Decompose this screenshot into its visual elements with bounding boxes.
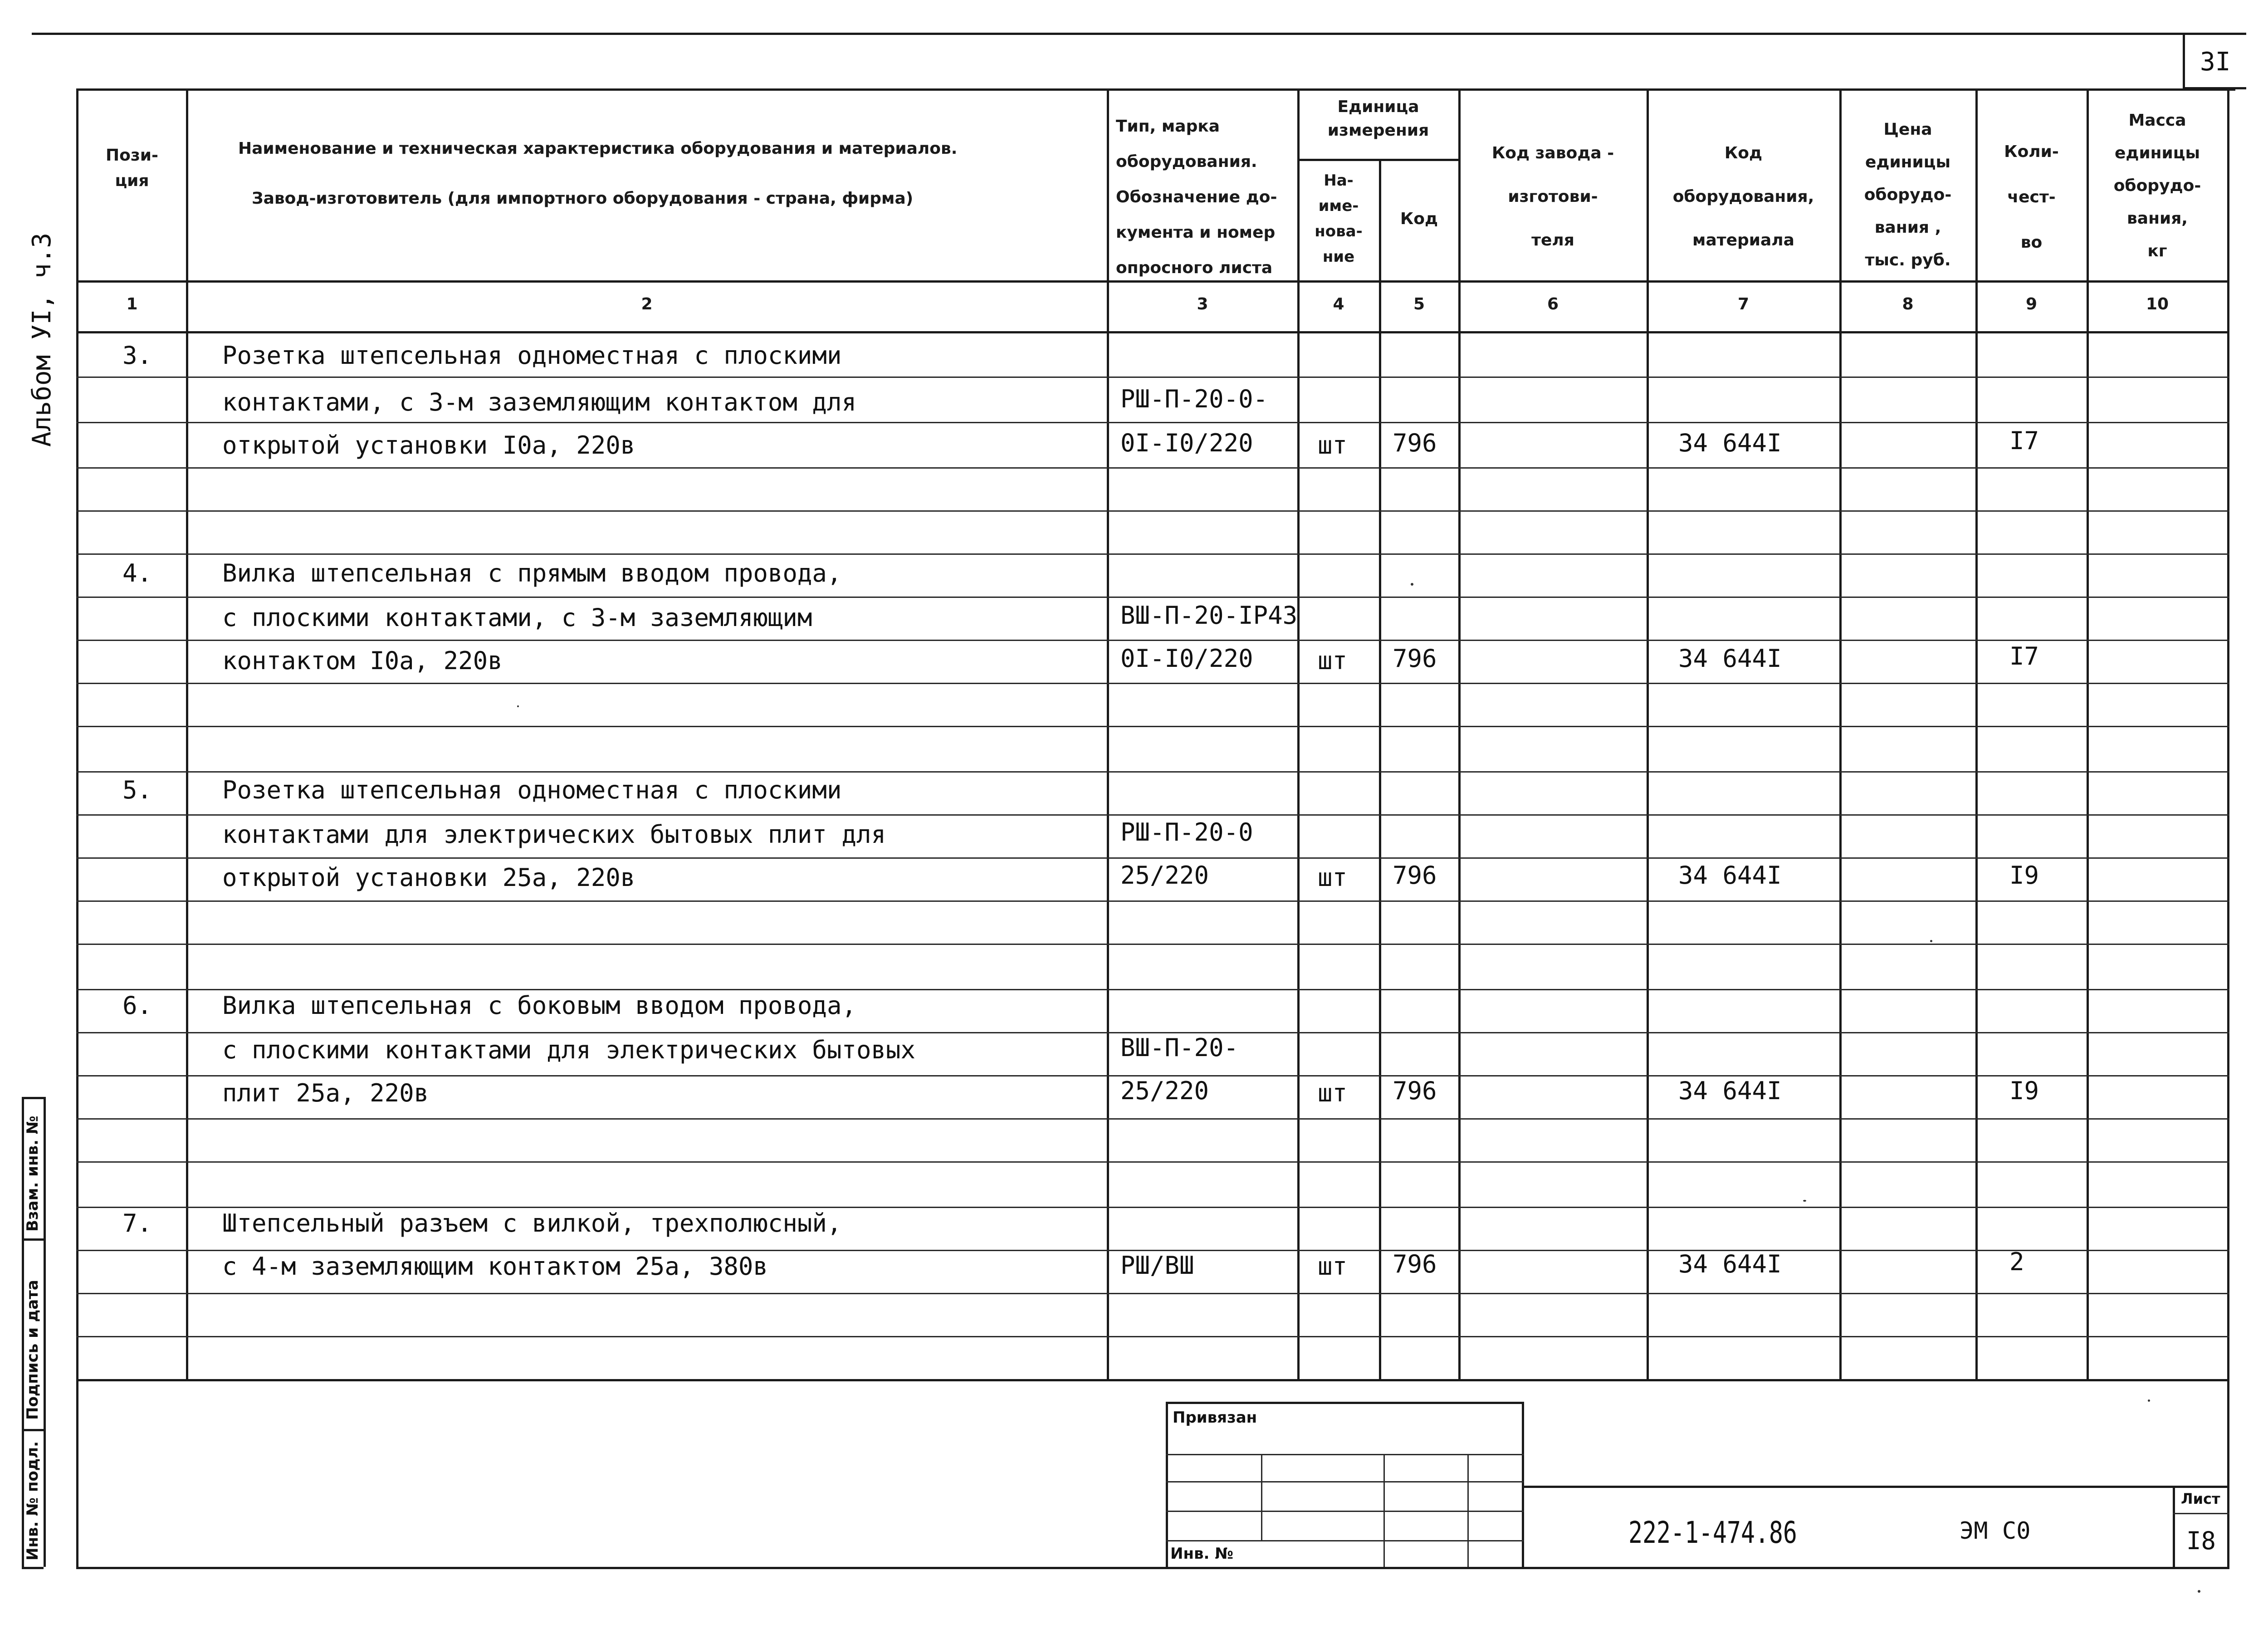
header-name-line2: Завод-изготовитель (для импортного оборудования - страна, фирма) (252, 189, 914, 208)
item-description-line: Розетка штепсельная одноместная с плоскими (222, 776, 842, 804)
col-divider-1 (186, 88, 188, 1381)
item-equipment-code: 34 644I (1678, 1250, 1782, 1278)
header-name-line1: Наименование и техническая характеристика оборудования и материалов. (238, 139, 958, 158)
item-unit-code: 796 (1393, 1250, 1437, 1278)
col-divider-2 (1107, 88, 1109, 1381)
side-stamp-signature: Подпись и дата (24, 1280, 42, 1420)
sheet-number: 3I (2200, 47, 2231, 77)
item-description-line: Вилка штепсельная с боковым вводом провода, (222, 991, 856, 1020)
col-number-3: 3 (1197, 295, 1208, 313)
row-line (76, 989, 2229, 990)
col-divider-9 (2087, 88, 2089, 1381)
row-line (76, 1207, 2229, 1208)
item-quantity: I9 (2009, 861, 2039, 890)
item-description-line: открытой установки I0а, 220в (222, 431, 635, 460)
item-unit-code: 796 (1393, 644, 1437, 673)
header-factory-code: Код завода - изготови- теля (1491, 144, 1614, 250)
item-unit-code: 796 (1393, 429, 1437, 457)
scan-speck (1803, 1200, 1806, 1202)
item-unit: шт (1318, 1079, 1348, 1107)
unit-group-divider (1297, 159, 1458, 161)
header-mass: Масса единицы оборудо- вания, кг (2113, 111, 2201, 260)
col-divider-4 (1379, 159, 1381, 1381)
col-number-5: 5 (1413, 295, 1425, 313)
stamp-bound-label: Привязан (1173, 1409, 1257, 1427)
col-number-9: 9 (2025, 295, 2038, 313)
item-position: 3. (122, 341, 152, 370)
album-title: Альбом УI, ч.3 (27, 232, 57, 447)
item-description-line: Розетка штепсельная одноместная с плоскими (222, 341, 842, 370)
scan-speck (2148, 1399, 2150, 1402)
item-position: 4. (122, 559, 152, 587)
item-type-line: ВШ-П-20- (1120, 1033, 1239, 1062)
stamp-right (1522, 1402, 1524, 1567)
row-line (76, 1336, 2229, 1337)
col-divider-6 (1647, 88, 1649, 1381)
item-type-line: РШ-П-20-0- (1120, 385, 1268, 413)
item-type-line: 25/220 (1120, 861, 1209, 890)
side-stamp-right (44, 1097, 46, 1567)
item-quantity: I7 (2009, 642, 2039, 670)
item-unit: шт (1318, 431, 1348, 460)
item-description-line: открытой установки 25а, 220в (222, 863, 635, 892)
row-line (76, 900, 2229, 902)
col-divider-7 (1839, 88, 1842, 1381)
item-position: 5. (122, 776, 152, 804)
header-quantity: Коли- чест- во (2004, 142, 2059, 252)
row-line (76, 1118, 2229, 1120)
header-position: Пози- ция (106, 146, 158, 190)
row-line (76, 467, 2229, 469)
header-price: Цена единицы оборудо- вания , тыс. руб. (1864, 120, 1952, 269)
item-position: 7. (122, 1209, 152, 1238)
side-stamp-vzam: Взам. инв. № (24, 1115, 42, 1232)
item-equipment-code: 34 644I (1678, 861, 1782, 890)
item-quantity: I7 (2009, 426, 2039, 455)
row-line (76, 422, 2229, 423)
stamp-row-line (1166, 1540, 1524, 1541)
item-quantity: I9 (2009, 1076, 2039, 1105)
col-divider-5 (1458, 88, 1461, 1381)
stamp-left (1166, 1402, 1168, 1567)
sheet-cell-divider (2173, 1513, 2229, 1514)
row-line (76, 1293, 2229, 1294)
item-description-line: плит 25а, 220в (222, 1079, 429, 1107)
row-line (76, 814, 2229, 816)
item-type-line: 0I-I0/220 (1120, 429, 1253, 457)
row-line (76, 597, 2229, 598)
col-divider-3 (1297, 88, 1300, 1381)
item-equipment-code: 34 644I (1678, 429, 1782, 457)
item-unit-code: 796 (1393, 1076, 1437, 1105)
item-type-line: 0I-I0/220 (1120, 644, 1253, 673)
row-line (76, 640, 2229, 641)
side-stamp-bottom (22, 1567, 44, 1569)
scan-speck (1411, 583, 1413, 586)
item-type-line: ВШ-П-20-IP43 (1120, 601, 1298, 630)
item-equipment-code: 34 644I (1678, 644, 1782, 673)
col-number-2: 2 (641, 295, 653, 313)
row-line (76, 377, 2229, 378)
col-divider-8 (1975, 88, 1978, 1381)
side-stamp-div2 (22, 1429, 44, 1431)
item-type-line: РШ/ВШ (1120, 1251, 1194, 1280)
col-number-10: 10 (2146, 295, 2169, 313)
item-description-line: контактами для электрических бытовых плит для (222, 820, 886, 849)
scan-speck (517, 705, 519, 707)
item-type-line: 25/220 (1120, 1076, 1209, 1105)
stamp-row-line (1166, 1481, 1524, 1482)
header-type: Тип, марка оборудования. Обозначение до- кумента и номер опросного листа (1116, 117, 1277, 277)
title-block-top (1522, 1486, 2229, 1488)
item-description-line: с плоскими контактами для электрических бытовых (222, 1036, 916, 1064)
sheet-cell-left (2173, 1486, 2175, 1567)
side-stamp-div1 (22, 1238, 44, 1241)
side-stamp-inv-podl: Инв. № подл. (24, 1441, 42, 1561)
scan-speck (2198, 1590, 2200, 1593)
item-quantity: 2 (2009, 1248, 2024, 1276)
item-description-line: с 4-м заземляющим контактом 25а, 380в (222, 1252, 768, 1281)
item-unit-code: 796 (1393, 861, 1437, 890)
stamp-col-line (1261, 1454, 1262, 1540)
item-description-line: с плоскими контактами, с 3-м заземляющим (222, 603, 812, 632)
stamp-row-line (1166, 1454, 1524, 1455)
stamp-col-line (1383, 1454, 1385, 1567)
row-line (76, 553, 2229, 555)
table-right-border (2227, 88, 2229, 1567)
row-line (76, 944, 2229, 945)
header-unit-code: Код (1400, 210, 1438, 228)
item-description-line: контактом I0а, 220в (222, 646, 503, 675)
header-unit-group: Единица измерения (1327, 98, 1429, 140)
item-unit: шт (1318, 863, 1348, 892)
stamp-row-line (1166, 1511, 1524, 1512)
header-unit-name: На- име- нова- ние (1315, 171, 1363, 266)
col-number-8: 8 (1902, 295, 1914, 313)
item-position: 6. (122, 991, 152, 1020)
scan-speck (1930, 940, 1932, 942)
col-number-1: 1 (126, 295, 138, 313)
item-type-line: РШ-П-20-0 (1120, 818, 1253, 846)
document-code: 222-1-474.86 (1628, 1515, 1797, 1550)
item-description-line: Вилка штепсельная с прямым вводом провода, (222, 559, 842, 587)
item-unit: шт (1318, 1252, 1348, 1281)
row-line (76, 857, 2229, 859)
top-border (32, 33, 2246, 35)
row-line (76, 771, 2229, 773)
numbers-bottom-line (76, 331, 2229, 333)
item-description-line: контактами, с 3-м заземляющим контактом для (222, 388, 856, 416)
item-equipment-code: 34 644I (1678, 1076, 1782, 1105)
sheet-value: I8 (2186, 1526, 2216, 1555)
item-unit: шт (1318, 646, 1348, 675)
sheet-label: Лист (2181, 1490, 2220, 1507)
row-line (76, 726, 2229, 727)
col-number-4: 4 (1333, 295, 1344, 313)
item-description-line: Штепсельный разъем с вилкой, трехполюсный, (222, 1209, 842, 1238)
table-body-bottom (76, 1379, 2229, 1381)
side-stamp-top (22, 1097, 44, 1099)
header-equipment-code: Код оборудования, материала (1672, 144, 1814, 250)
document-mark: ЭМ С0 (1960, 1517, 2031, 1545)
stamp-inv-label: Инв. № (1170, 1545, 1234, 1563)
col-number-7: 7 (1737, 295, 1750, 313)
col-number-6: 6 (1547, 295, 1559, 313)
table-top-border (76, 88, 2235, 91)
stamp-top (1166, 1402, 1524, 1404)
row-line (76, 510, 2229, 512)
row-line (76, 1161, 2229, 1163)
sheet-box-left (2183, 33, 2185, 87)
row-line (76, 683, 2229, 684)
stamp-col-line (1467, 1454, 1469, 1567)
table-bottom-border (76, 1567, 2229, 1569)
